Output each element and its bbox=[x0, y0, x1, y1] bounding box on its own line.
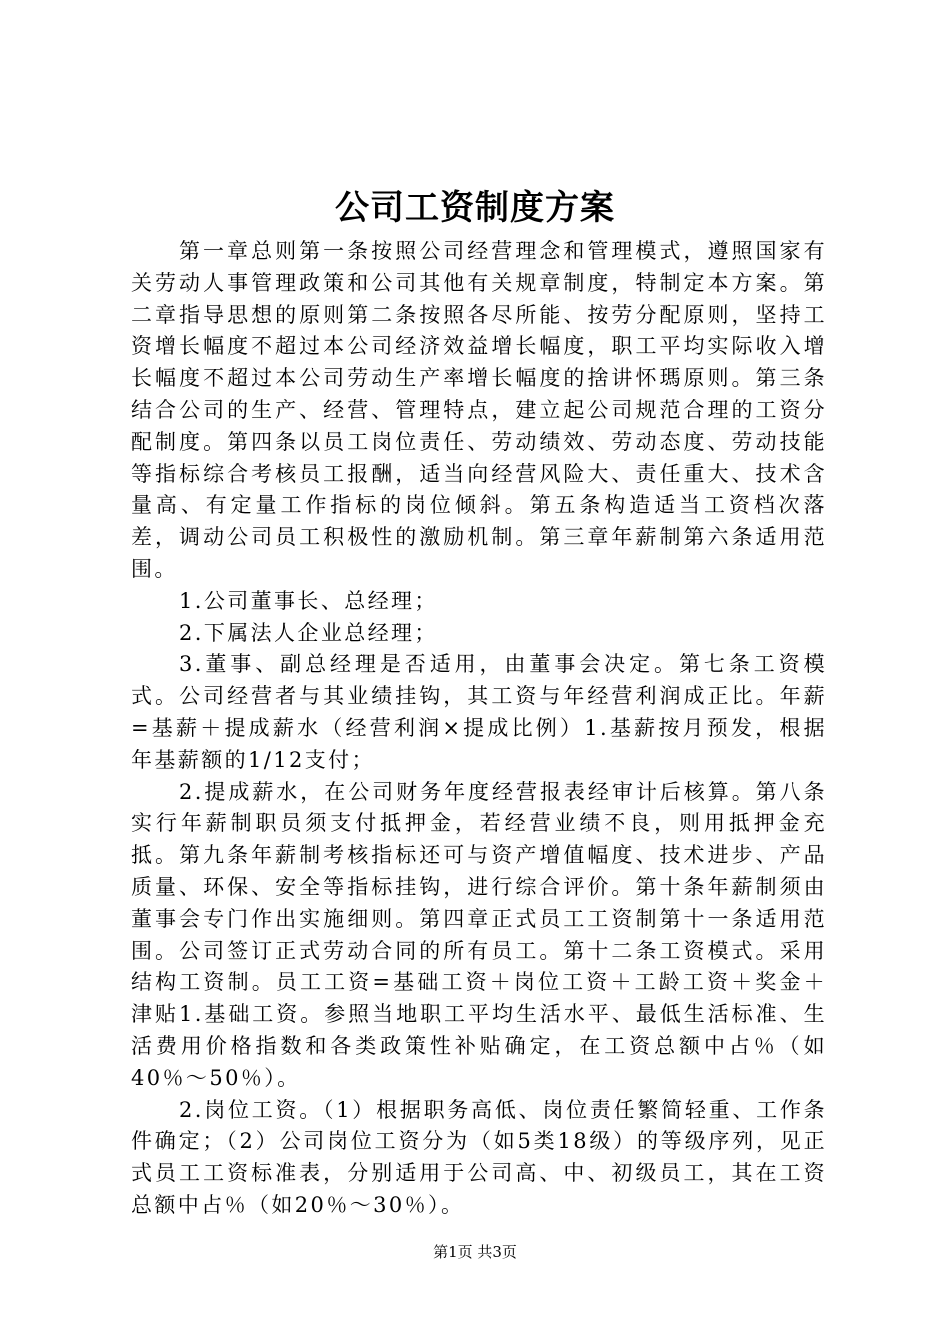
paragraph-commission-salary: 2.提成薪水，在公司财务年度经营报表经审计后核算。第八条实行年薪制职员须支付抵押金，若经营业绩不良，则用抵押金充抵。第九条年薪制考核指标还可与资产增值幅度、技术进步、产品质量、环保、安全等指标挂钩，进行综合评价。第十条年薪制须由董事会专门作出实施细则。第四章正式员工工资制第十一条适用范围。公司签订正式劳动合同的所有员工。第十二条工资模式。采用结构工资制。员工工资=基础工资＋岗位工资＋工龄工资＋奖金＋津贴1.基础工资。参照当地职工平均生活水平、最低生活标准、生活费用价格指数和各类政策性补贴确定，在工资总额中占％（如40％～50％）。 bbox=[131, 779, 827, 1090]
paragraph-position-salary: 2.岗位工资。（1）根据职务高低、岗位责任繁简轻重、工作条件确定；（2）公司岗位工资分为（如5类18级）的等级序列，见正式员工工资标准表，分别适用于公司高、中、初级员工，其在工资总额中占％（如20％～30％）。 bbox=[131, 1097, 827, 1217]
document-title: 公司工资制度方案 bbox=[335, 188, 615, 228]
paragraph-list-item-1: 1.公司董事长、总经理； bbox=[179, 588, 438, 613]
paragraph-general-provisions: 第一章总则第一条按照公司经营理念和管理模式，遵照国家有关劳动人事管理政策和公司其他有关规章制度，特制定本方案。第二章指导思想的原则第二条按照各尽所能、按劳分配原则，坚持工资增长幅度不超过本公司经济效益增长幅度，职工平均实际收入增长幅度不超过本公司劳动生产率增长幅度的捨讲怀瑪原则。第三条结合公司的生产、经营、管理特点，建立起公司规范合理的工资分配制度。第四条以员工岗位责任、劳动绩效、劳动态度、劳动技能等指标综合考核员工报酬，适当向经营风险大、责任重大、技术含量高、有定量工作指标的岗位倾斜。第五条构造适当工资档次落差，调动公司员工积极性的激励机制。第三章年薪制第六条适用范围。 bbox=[131, 239, 827, 581]
paragraph-list-item-3: 3.董事、副总经理是否适用，由董事会决定。第七条工资模式。公司经营者与其业绩挂钩，其工资与年经营利润成正比。年薪=基薪＋提成薪水（经营利润×提成比例）1.基薪按月预发，根据年基薪额的1/12支付； bbox=[131, 652, 827, 772]
page-footer: 第1页 共3页 bbox=[433, 1243, 517, 1261]
paragraph-list-item-2: 2.下属法人企业总经理； bbox=[179, 620, 438, 645]
document-body bbox=[131, 236, 827, 1222]
